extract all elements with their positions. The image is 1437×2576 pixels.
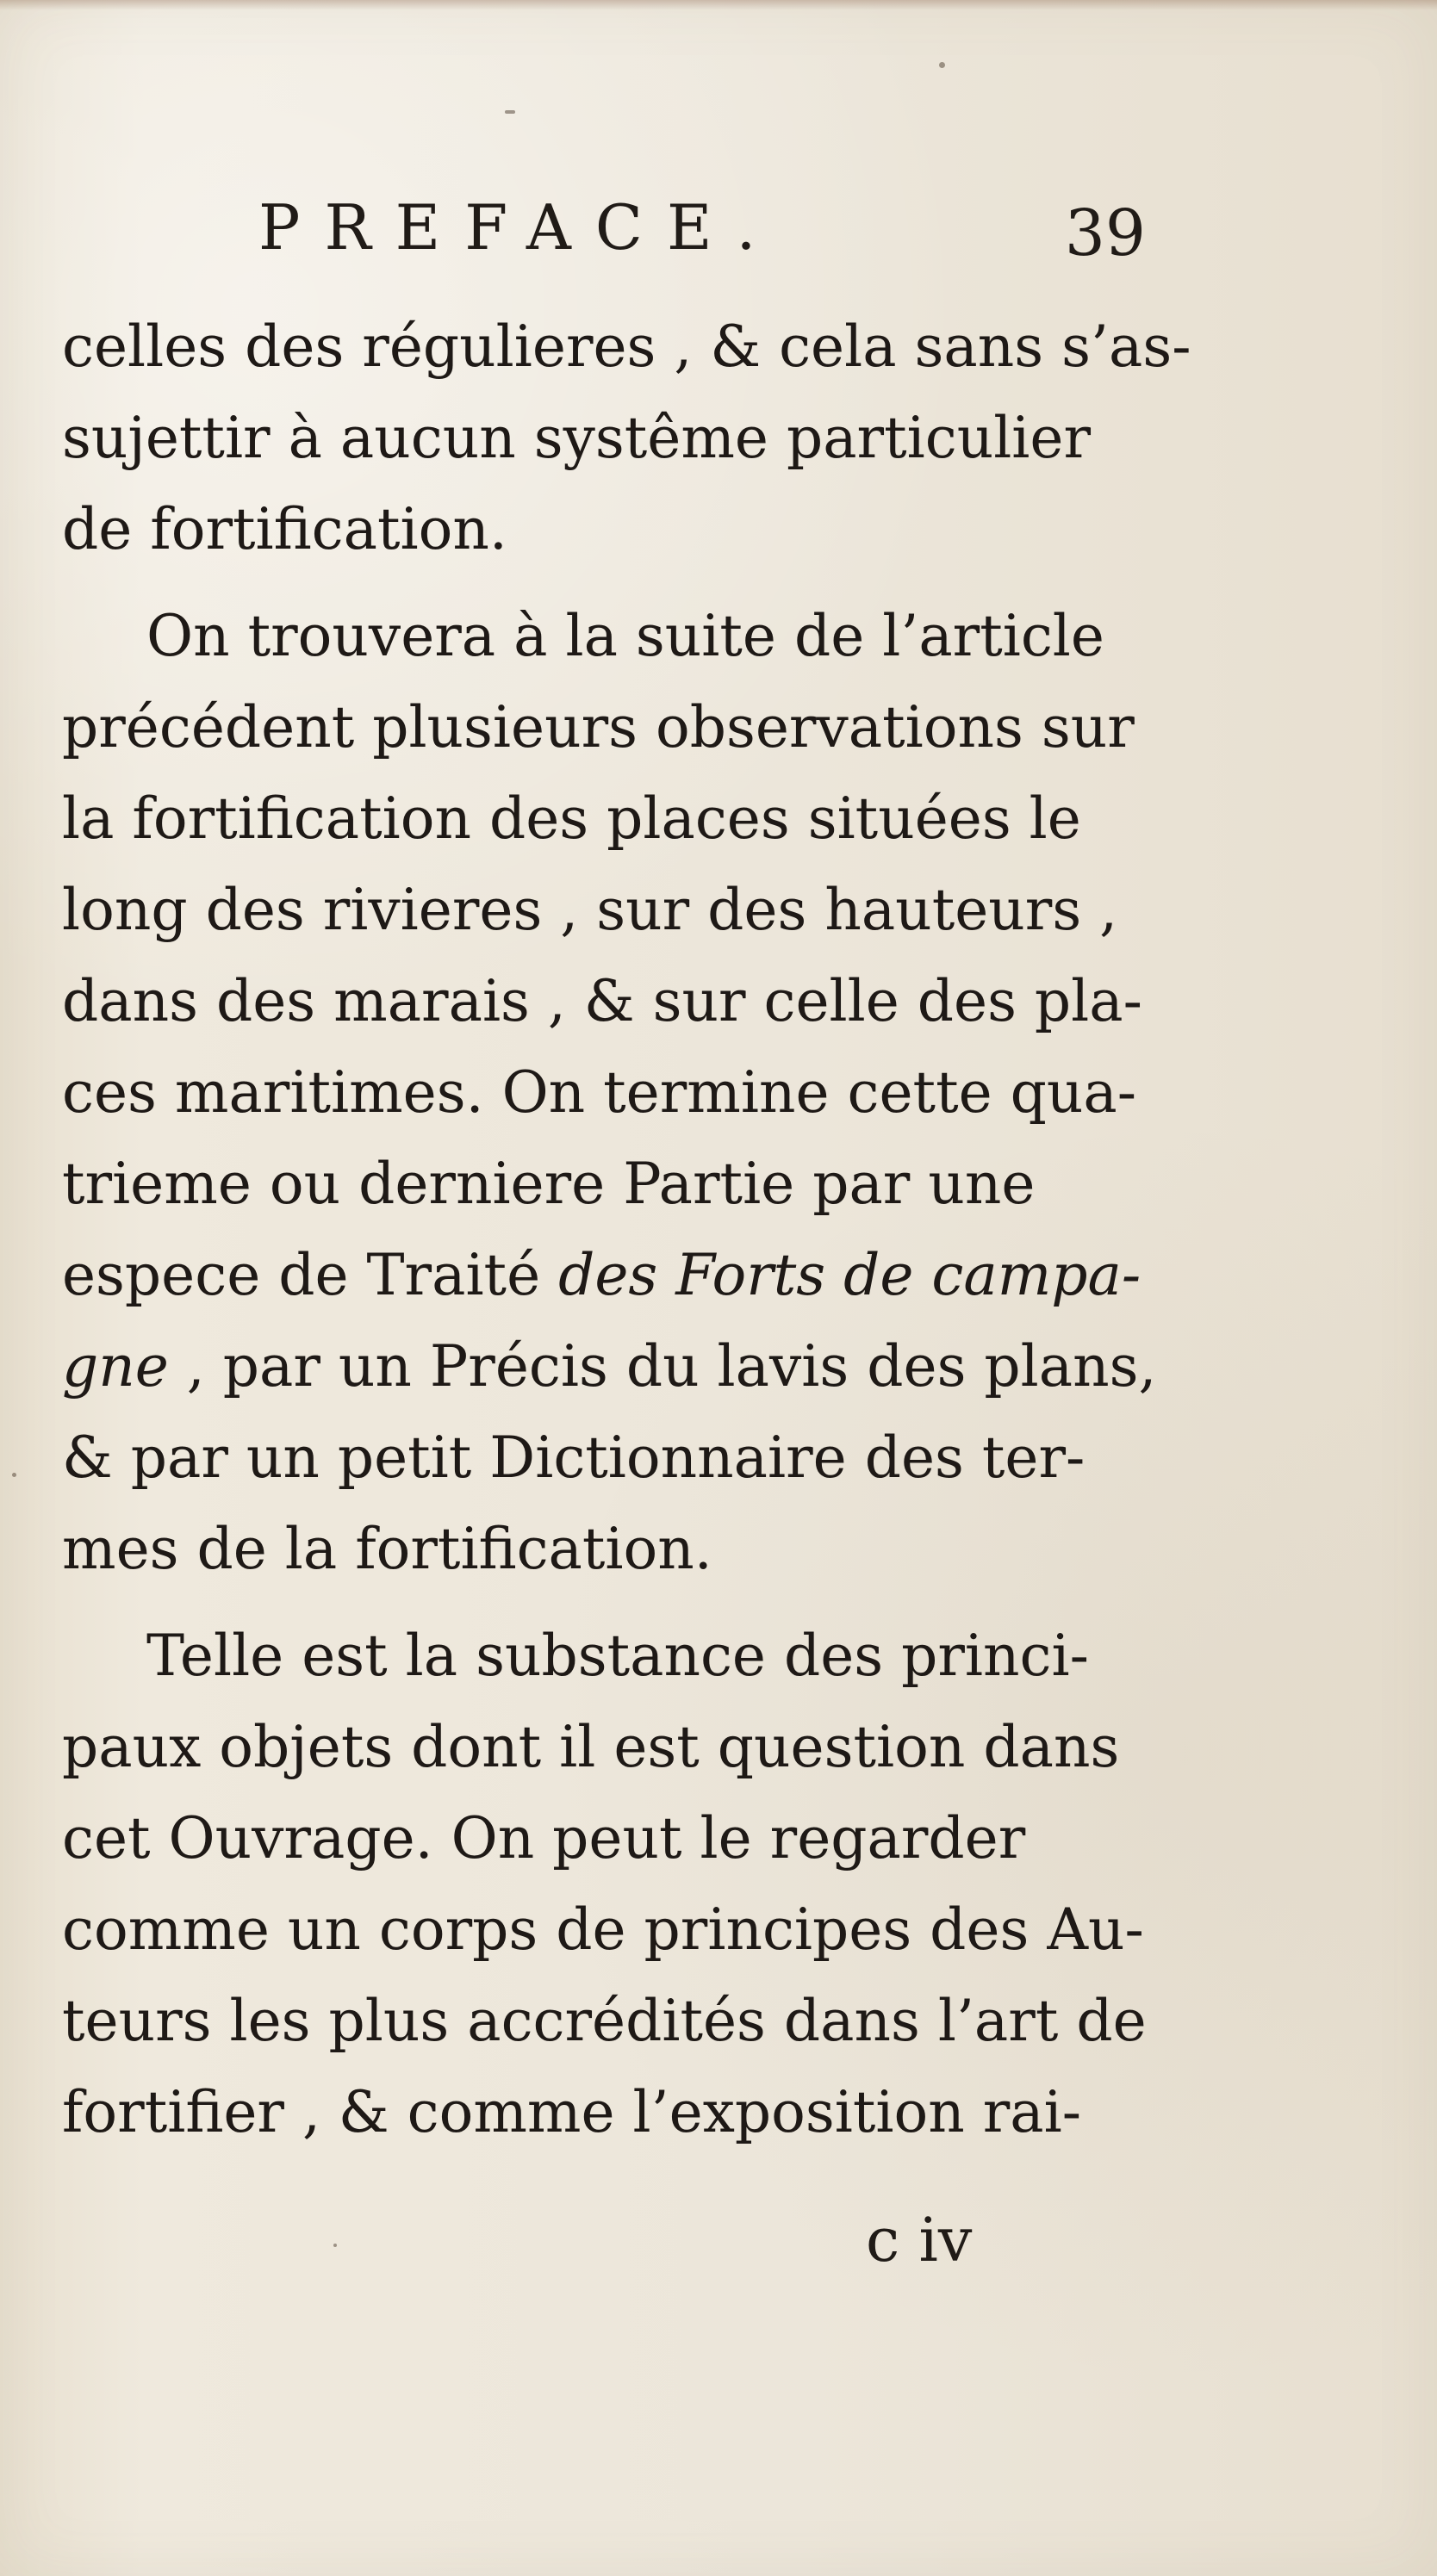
- italic-segment: des Forts de campa-: [558, 1242, 1142, 1308]
- text-line: & par un petit Dictionnaire des ter-: [62, 1425, 1086, 1491]
- text-line: dans des marais , & sur celle des pla-: [62, 968, 1142, 1034]
- text-line: teurs les plus accrédités dans l’art de: [62, 1988, 1147, 2054]
- text-line: [62, 1230, 1142, 1321]
- running-head: PREFACE.: [258, 191, 781, 264]
- paper-speck: [333, 2244, 337, 2247]
- page-number: 39: [1064, 196, 1146, 270]
- text-segment: , par un Précis du lavis des plans,: [168, 1333, 1157, 1400]
- text-line: celles des régulieres , & cela sans s’as-: [62, 313, 1191, 380]
- text-line: trieme ou derniere Partie par une: [62, 1151, 1036, 1217]
- text-line: mes de la fortification.: [62, 1516, 712, 1582]
- text-line: paux objets dont il est question dans: [62, 1714, 1120, 1780]
- paper-speck: [12, 1473, 16, 1477]
- page-top-edge: [0, 0, 1437, 10]
- text-line: On trouvera à la suite de l’article: [146, 603, 1104, 669]
- text-line: comme un corps de principes des Au-: [62, 1896, 1144, 1963]
- text-line: ces maritimes. On termine cette qua-: [62, 1059, 1137, 1126]
- text-line: la fortification des places situées le: [62, 785, 1081, 852]
- text-line: précédent plusieurs observations sur: [62, 694, 1135, 760]
- paper-speck: [939, 62, 945, 68]
- text-line: long des rivieres , sur des hauteurs ,: [62, 877, 1118, 943]
- text-line: de fortification.: [62, 496, 507, 562]
- page-header: [258, 191, 1146, 291]
- italic-segment: gne: [62, 1333, 169, 1400]
- text-segment: espece de Traité: [62, 1242, 559, 1308]
- page-signature: c iv: [866, 2205, 973, 2275]
- text-line: cet Ouvrage. On peut le regarder: [62, 1805, 1026, 1871]
- text-line: Telle est la substance des princi-: [146, 1623, 1089, 1689]
- paper-speck: [505, 110, 515, 114]
- text-line: [62, 1321, 1157, 1412]
- text-line: fortifier , & comme l’exposition rai-: [62, 2079, 1082, 2145]
- text-line: sujettir à aucun systême particulier: [62, 405, 1092, 471]
- body-text: [62, 301, 1191, 2158]
